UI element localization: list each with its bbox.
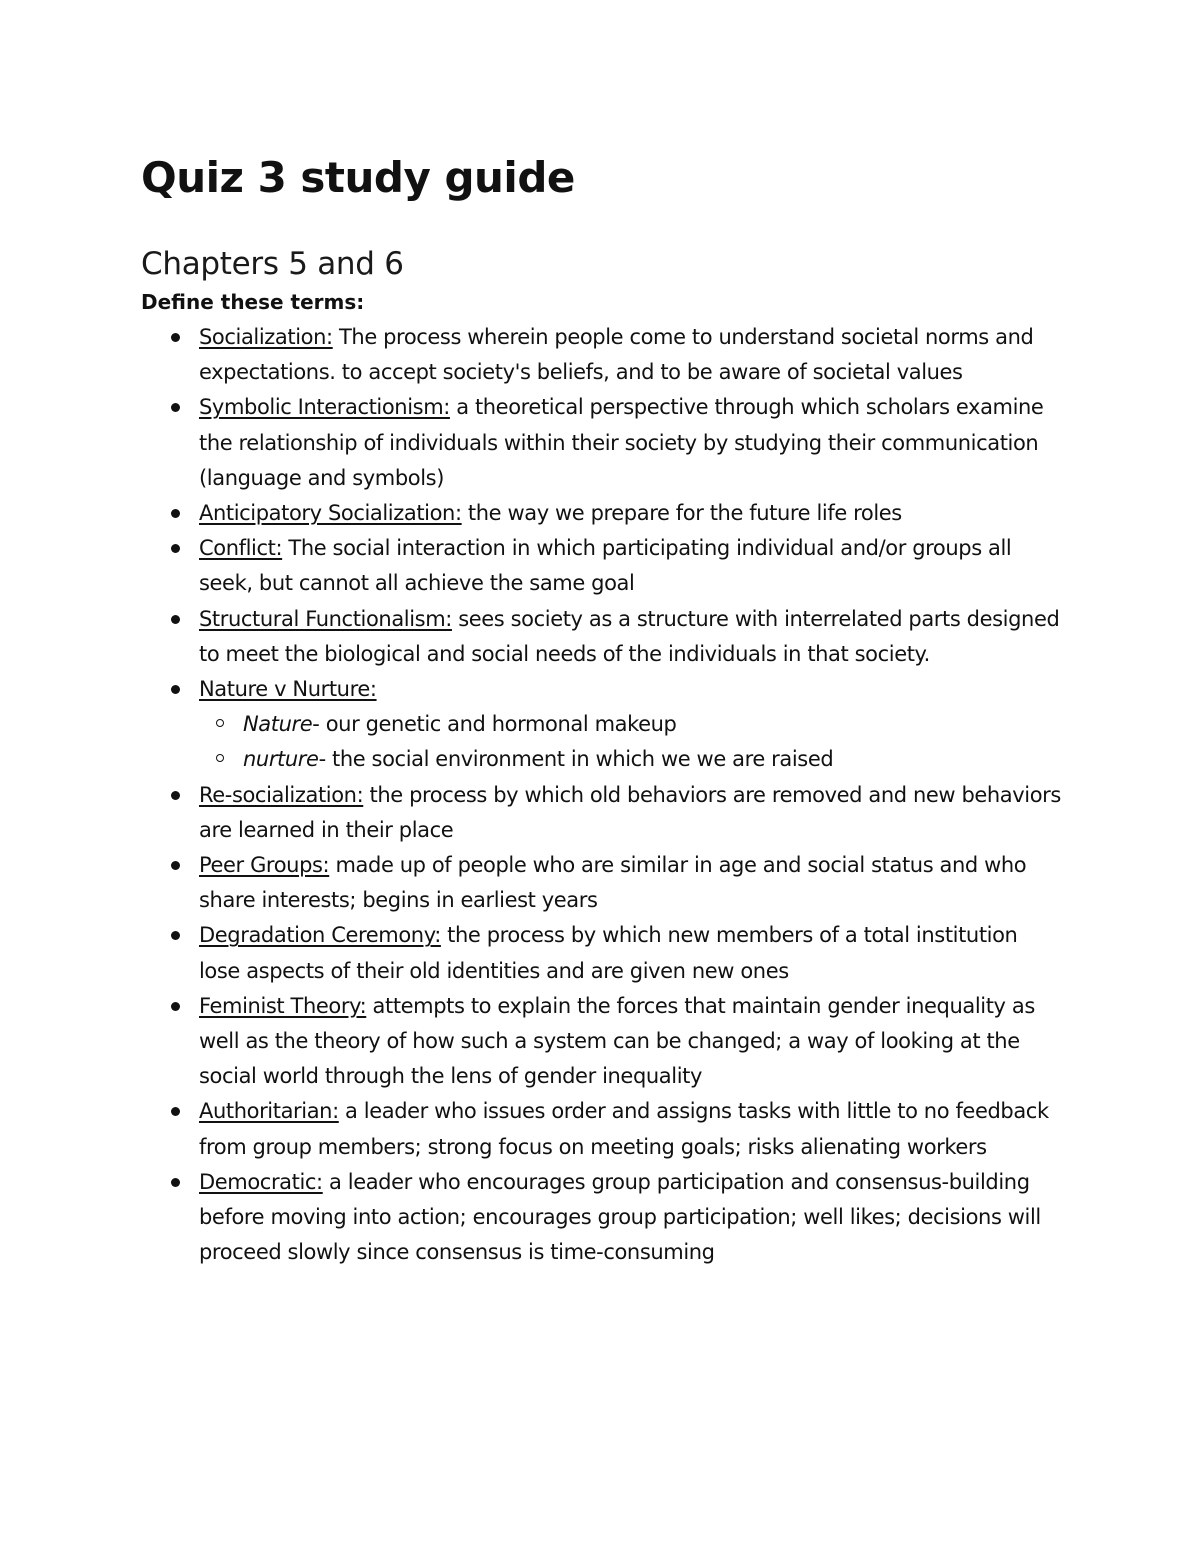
term-label: Degradation Ceremony: (199, 923, 441, 948)
list-item-structural-functionalism (199, 602, 1061, 672)
bullet-icon (171, 509, 180, 518)
term-definition: the process by which new members of a total institution lose aspects of their old identities and are given new ones (199, 923, 1018, 983)
term-definition: The process wherein people come to understand societal norms and expectations. to accept society's beliefs, and to be aware of societal values (199, 325, 1034, 385)
term-definition: a leader who issues order and assigns tasks with little to no feedback from group members; strong focus on meeting goals; risks alienating workers (199, 1099, 1049, 1159)
term-label: Anticipatory Socialization: (199, 501, 462, 526)
sub-term-definition: - our genetic and hormonal makeup (312, 712, 677, 737)
term-definition: The social interaction in which participating individual and/or groups all seek, but cannot all achieve the same goal (199, 536, 1012, 596)
list-item-degradation-ceremony (199, 918, 1061, 988)
sub-term-label: Nature (243, 712, 313, 737)
bullet-icon (171, 1178, 180, 1187)
list-item-democratic (199, 1165, 1061, 1271)
term-label: Peer Groups: (199, 853, 330, 878)
sub-item-nurture (243, 742, 1061, 777)
bullet-icon (171, 861, 180, 870)
term-label: Democratic: (199, 1169, 323, 1194)
list-item-nature-v-nurture (199, 672, 1061, 778)
list-item-feminist-theory (199, 989, 1061, 1095)
page-title: Quiz 3 study guide (141, 153, 575, 202)
term-definition: a leader who encourages group participation and consensus-building before moving into action; encourages group participation; well likes; decisions will proceed slowly since consensus is time-consuming (199, 1169, 1041, 1265)
bullet-icon (171, 333, 180, 342)
sub-term-label: nurture (243, 747, 319, 772)
hollow-bullet-icon (216, 754, 224, 762)
term-label: Structural Functionalism: (199, 606, 452, 631)
define-terms-label: Define these terms: (141, 290, 365, 314)
term-definition: the process by which old behaviors are removed and new behaviors are learned in their place (199, 782, 1061, 842)
chapters-heading: Chapters 5 and 6 (141, 246, 404, 282)
list-item-authoritarian (199, 1094, 1061, 1164)
term-definition: made up of people who are similar in age and social status and who share interests; begins in earliest years (199, 853, 1027, 913)
bullet-icon (171, 685, 180, 694)
term-label: Re-socialization: (199, 782, 364, 807)
bullet-icon (171, 615, 180, 624)
sub-term-definition: - the social environment in which we we are raised (318, 747, 834, 772)
term-definition: the way we prepare for the future life roles (461, 501, 902, 526)
bullet-icon (171, 791, 180, 800)
term-definition: attempts to explain the forces that maintain gender inequality as well as the theory of how such a system can be changed; a way of looking at the social world through the lens of gender inequality (199, 993, 1035, 1089)
document-page (141, 150, 1061, 1270)
nature-nurture-sublist (199, 707, 1061, 777)
bullet-icon (171, 403, 180, 412)
term-label: Authoritarian: (199, 1099, 339, 1124)
list-item-conflict (199, 531, 1061, 601)
list-item-peer-groups (199, 848, 1061, 918)
term-label: Socialization: (199, 325, 333, 349)
list-item-re-socialization (199, 778, 1061, 848)
sub-item-nature (243, 707, 1061, 742)
bullet-icon (171, 544, 180, 553)
term-definition: sees society as a structure with interrelated parts designed to meet the biological and social needs of the individuals in that society. (199, 606, 1060, 666)
bullet-icon (171, 931, 180, 940)
terms-list (141, 320, 1061, 1270)
bullet-icon (171, 1107, 180, 1116)
list-item-symbolic-interactionism (199, 390, 1061, 496)
list-item-socialization (199, 320, 1061, 390)
term-definition: a theoretical perspective through which scholars examine the relationship of individuals within their society by studying their communication (language and symbols) (199, 395, 1044, 490)
term-label: Nature v Nurture: (199, 677, 377, 702)
term-label: Feminist Theory: (199, 993, 367, 1018)
hollow-bullet-icon (216, 719, 224, 727)
list-item-anticipatory-socialization (199, 496, 1061, 531)
term-label: Symbolic Interactionism: (199, 395, 450, 420)
bullet-icon (171, 1002, 180, 1011)
term-label: Conflict: (199, 536, 283, 561)
